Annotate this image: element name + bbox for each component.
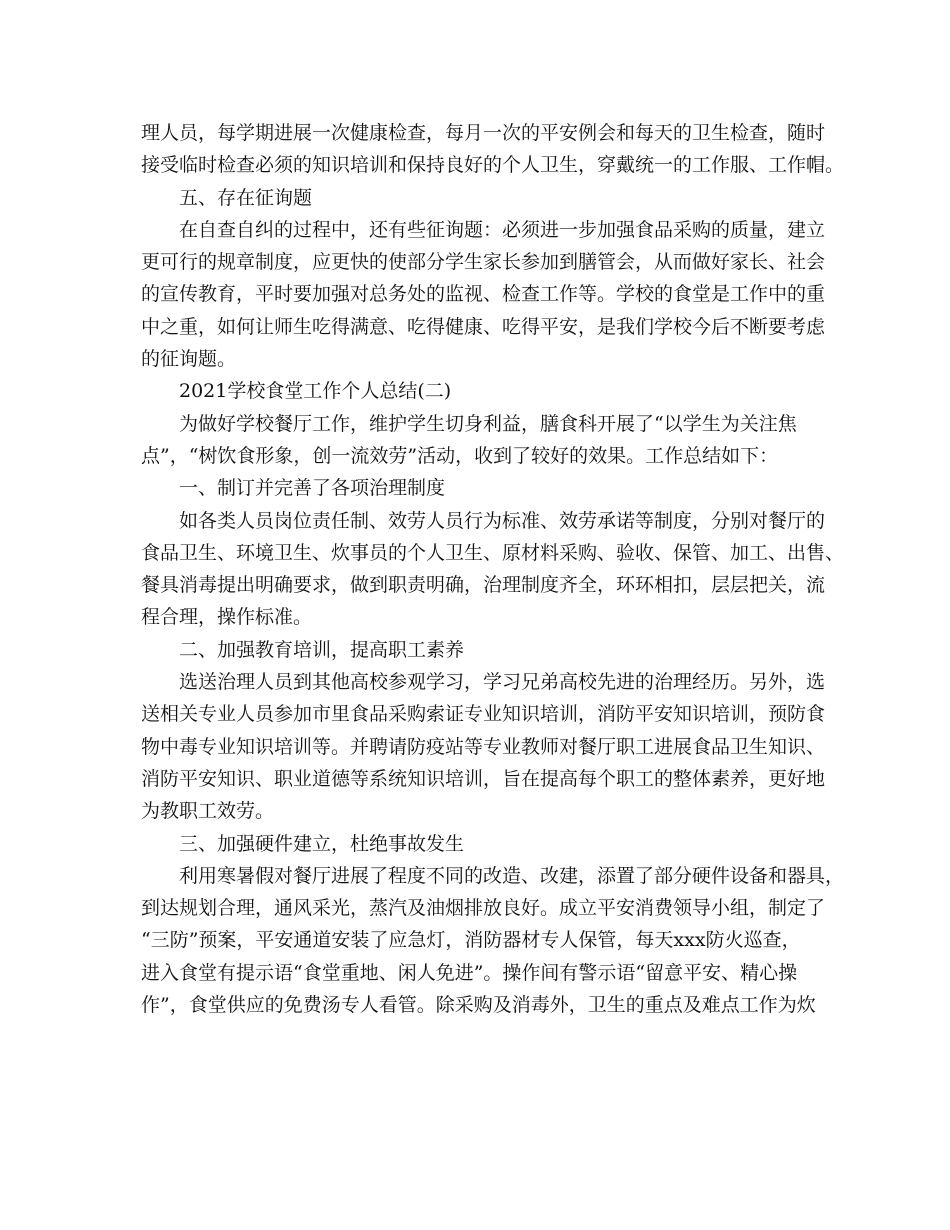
text-line: 利用寒暑假对餐厅进展了程度不同的改造、改建，添置了部分硬件设备和器具， — [179, 864, 845, 887]
text-line: 程合理，操作标准。 — [141, 606, 313, 629]
text-line: 三、加强硬件建立，杜绝事故发生 — [179, 832, 465, 855]
text-line: 的征询题。 — [141, 348, 237, 371]
text-line: 为教职工效劳。 — [141, 800, 275, 823]
text-line: 二、加强教育培训，提高职工素养 — [179, 638, 465, 661]
text-line: 接受临时检查必须的知识培训和保持良好的个人卫生，穿戴统一的工作服、工作帽。 — [141, 154, 845, 177]
text-line: 点”，“树饮食形象，创一流效劳”活动，收到了较好的效果。工作总结如下： — [141, 444, 779, 467]
text-line: 物中毒专业知识培训等。并聘请防疫站等专业教师对餐厅职工进展食品卫生知识、 — [141, 735, 826, 758]
text-line: 选送治理人员到其他高校参观学习，学习兄弟高校先进的治理经历。另外，选 — [179, 671, 826, 694]
text-line: 在自查自纠的过程中，还有些征询题：必须进一步加强食品采购的质量，建立 — [179, 218, 826, 241]
text-line: 如各类人员岗位责任制、效劳人员行为标准、效劳承诺等制度，分别对餐厅的 — [179, 509, 826, 532]
text-line: 2021学校食堂工作个人总结(二) — [179, 380, 452, 403]
text-line: 食品卫生、环境卫生、炊事员的个人卫生、原材料采购、验收、保管、加工、出售、 — [141, 541, 845, 564]
text-line: 一、制订并完善了各项治理制度 — [179, 477, 446, 500]
text-line: 餐具消毒提出明确要求，做到职责明确，治理制度齐全，环环相扣，层层把关，流 — [141, 574, 826, 597]
document-body — [141, 117, 845, 1021]
text-line: 的宣传教育，平时要加强对总务处的监视、检查工作等。学校的食堂是工作中的重 — [141, 283, 826, 306]
text-line: 消防平安知识、职业道德等系统知识培训，旨在提高每个职工的整体素养，更好地 — [141, 767, 826, 790]
text-line: 更可行的规章制度，应更快的使部分学生家长参加到膳管会，从而做好家长、社会 — [141, 251, 826, 274]
text-line: 理人员，每学期进展一次健康检查，每月一次的平安例会和每天的卫生检查，随时 — [141, 122, 826, 144]
text-line: 为做好学校餐厅工作，维护学生切身利益，膳食科开展了“以学生为关注焦 — [179, 412, 797, 435]
text-line: “三防”预案，平安通道安装了应急灯，消防器材专人保管，每天xxx防火巡查， — [141, 929, 801, 952]
text-line: 进入食堂有提示语“食堂重地、闲人免进”。操作间有警示语“留意平安、精心操 — [141, 961, 798, 984]
text-line: 中之重，如何让师生吃得满意、吃得健康、吃得平安，是我们学校今后不断要考虑 — [141, 315, 826, 338]
text-line: 五、存在征询题 — [179, 186, 313, 209]
text-line: 到达规划合理，通风采光，蒸汽及油烟排放良好。成立平安消费领导小组，制定了 — [141, 897, 826, 920]
text-line: 作”，食堂供应的免费汤专人看管。除采购及消毒外，卫生的重点及难点工作为炊 — [141, 994, 816, 1017]
text-line: 送相关专业人员参加市里食品采购索证专业知识培训，消防平安知识培训，预防食 — [141, 703, 826, 726]
